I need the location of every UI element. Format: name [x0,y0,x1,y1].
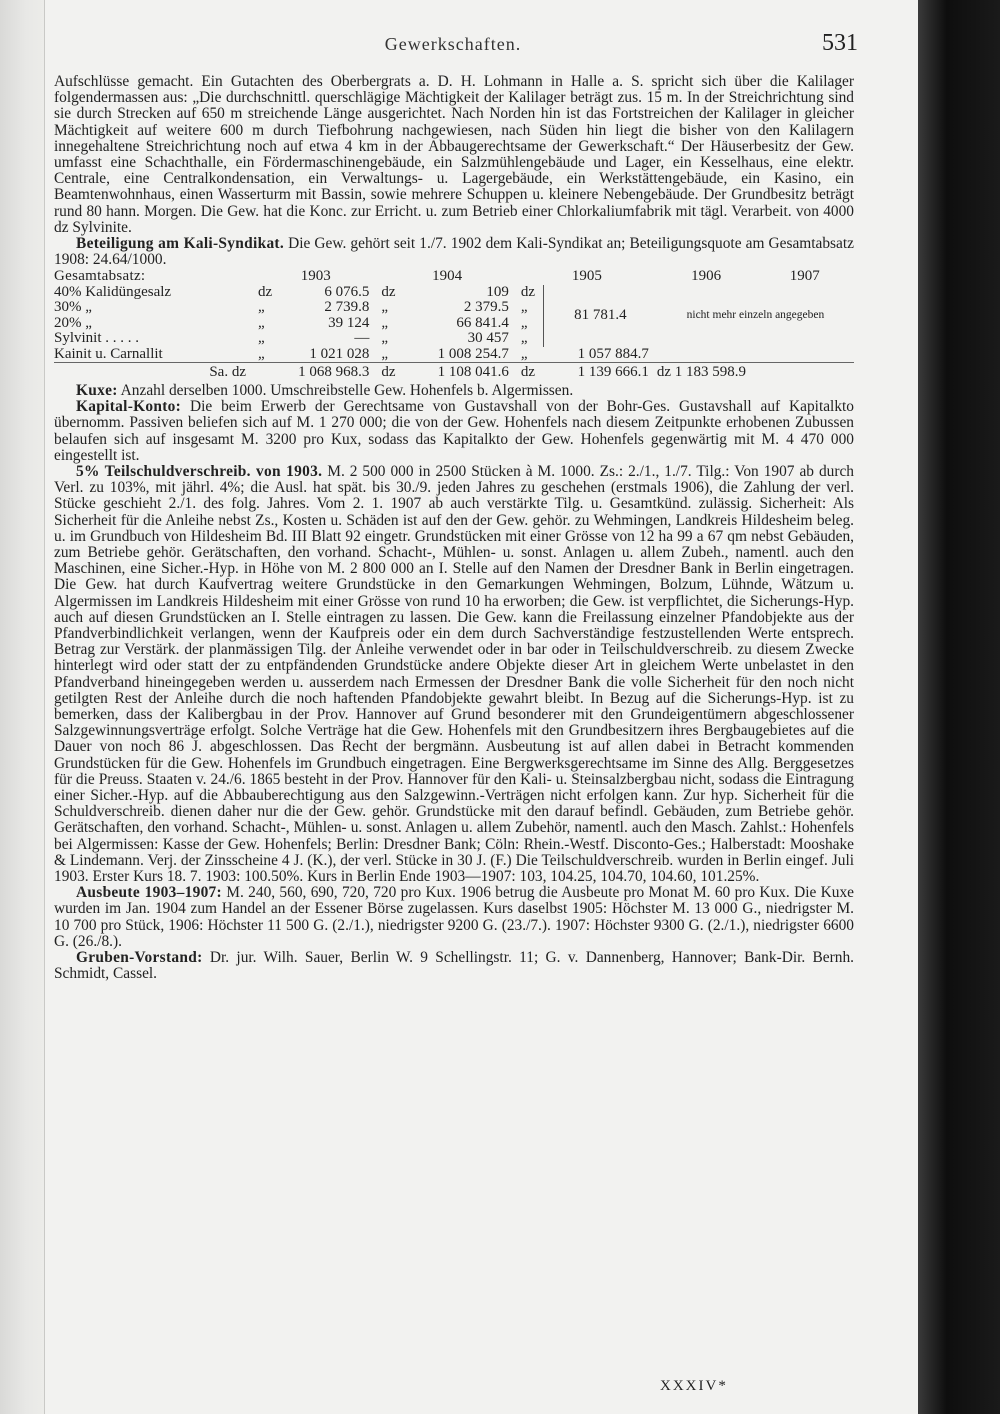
page-body [54,74,854,982]
paragraph-ausbeute [54,885,854,950]
value-cell: — [354,330,370,347]
table-row [54,347,854,363]
product-cell: 40% Kalidüngesalz [54,283,172,300]
value-cell: 2 379.5 [463,299,509,316]
running-title: Gewerkschaften. [384,34,522,54]
unit-cell: dz [381,283,396,300]
section-heading: Ausbeute 1903–1907: [76,884,222,902]
year-header: 1907 [789,268,820,285]
year-header: 1903 [300,268,331,285]
total-cell: 1 068 968.3 [254,363,377,381]
paragraph-text: Die beim Erwerb der Gerechtsame von Gustavshall von der Bohr-Ges. Gustavshall auf Kapitalkto übernomm. Passiven beliefen sich auf M. 1 270 000; die von der Gew. Hohenfels nach diesem Zeitpunkte erhobenen Zubussen belaufen sich auf insgesamt M. 3200 pro Kux, sodass das Kapitalkto der Gew. Hohenfels gegenwärtig mit M. 4 470 000 eingestellt ist. [54,398,854,464]
unit-cell: dz [258,283,273,300]
unit-cell: dz [656,364,672,381]
totals-row [54,363,854,381]
total-cell [657,363,854,381]
year-header: 1906 [691,268,722,285]
ditto-cell: „ [258,314,265,331]
paragraph-text: M. 240, 560, 690, 720, 720 pro Kux. 1906 betrug die Ausbeute pro Monat M. 60 pro Kux. Die Kuxe wurden im Jan. 1904 zum Handel an der Essener Börse zugelassen. Kurs daselbst 1905: Höchster M. 13 000 G., niedrigster M. 10 700 pro Stück, 1906: Höchster 11 500 G. (2./1.), niedrigster 9200 G. (23./7.). 1907: Höchster 9300 G. (2./1.), niedrigster 6600 G. (26./8.). [54,884,854,950]
ditto-cell: „ [520,314,528,331]
paragraph-text: Die Gew. gehört seit 1./7. 1902 dem Kali-Syndikat an; Beteiligungsquote am Gesamtabsatz 1908: 24.64/1000. [54,235,854,269]
section-heading: Kapital-Konto: [76,398,182,416]
merged-note-1906-1907: nicht mehr einzeln angegeben [686,309,825,322]
unit-cell: dz [377,363,403,381]
sales-table-title: Gesamtabsatz: [54,268,146,285]
product-cell: Sylvinit . . . . . [54,330,140,347]
totals-label: Sa. dz [54,363,254,381]
value-cell: 39 124 [328,314,370,331]
signature-mark: XXXIV* [660,1378,728,1394]
value-cell: 2 739.8 [324,299,370,316]
ditto-cell: „ [258,299,265,316]
value-cell: 66 841.4 [456,314,509,331]
total-cell: 1 108 041.6 [403,363,517,381]
ditto-cell: „ [381,330,389,347]
value-cell: 1 057 884.7 [577,345,649,362]
ditto-cell: „ [520,299,528,316]
paragraph-gruben-vorstand [54,950,854,982]
section-heading: Kuxe: [76,381,118,399]
paragraph-text: M. 2 500 000 in 2500 Stücken à M. 1000. Zs.: 2./1., 1./7. Tilg.: Von 1907 ab durch Verl. zu 103%, mit jährl. 4%; die Ausl. hat spät. bis 30./9. jeden Jahres zu geschehen (erstmals 1906), die Zahlung der verl. Stücke geschieht 2./1. des folg. Jahres. Vom 2. 1. 1907 ab auch verstärkte Tilg. u. Gesamtkünd. zulässig. Sicherheit: Als Sicherheit für die Anleihe nebst Zs., Kosten u. Schäden ist auf den der Gew. gehör. zu Wehmingen, Landkreis Hildesheim beleg. u. im Grundbuch von Hildesheim Bd. III Blatt 92 eingetr. Grundstücken mit einer Grösse von 12 ha 99 a 67 qm nebst Gebäuden, zum Betriebe gehör. Gerätschaften, den vorhand. Schacht-, Mühlen- u. sonst. Anlagen u. allem Zubeh., namentl. auch den Maschinen, eine Sicher.-Hyp. in Höhe von M. 2 800 000 an I. Stelle auf den Namen der Dresdner Bank in Berlin eingetragen. Die Gew. hat durch Kaufvertrag weitere Grundstücke in den Gemarkungen Wehmingen, Bolzum, Lühnde, Wätzum u. Algermissen im Landkreis Hildesheim mit einer Grösse von rund 10 ha erworben; die Gew. ist verpflichtet, die Sicherungs-Hyp. auch auf diesen Grundstücken an I. Stelle eintragen zu lassen. Die Gew. kann die Freilassung einzelner Pfandobjekte aus der Pfandverbindlichkeit verlangen, wenn der Kaufpreis oder ein dem durch Sachverständige festzustellenden Werte entsprech. Betrag zur Verstärk. der planmässigen Tilg. der Anleihe verwendet oder in bar oder in Teilschuldverschreib. zu diesem Zwecke hinterlegt wird oder statt der zu entpfändenden Grundstücke andere Objekte dieser Art in gleichem Werte unbelastet in den Pfandverband hineingegeben werden u. ausserdem nach Ermessen der Dresdner Bank die volle Sicherheit für den noch nicht getilgten Rest der Anleihe durch die noch haftenden Pfandobjekte gewahrt bleibt. In Bezug auf die Sicherungs-Hyp. ist zu bemerken, dass der Kalibergbau in der Prov. Hannover auf Grund besonderer mit den Grundeigentümern abgeschlossener Salzgewinnungsverträge erfolgt. Solche Verträge hat die Gew. Hohenfels mit den Grundbesitzern ihres Bergbaugebietes auf die Dauer von noch 86 J. abgeschlossen. Das Recht der bergmänn. Ausbeutung ist auf allen dabei in Betracht kommenden Grundstücken für die Gew. Hohenfels im Grundbuch eingetragen. Eine Bergwerksgerechtsame im Sinne des Allg. Berggesetzes für die Preuss. Staaten v. 24./6. 1865 besteht in der Prov. Hannover für den Kali- u. Steinsalzbergbau nicht, sodass die Eintragung einer Sicher.-Hyp. auf die Abbauberechtigung aus den Salzgewinn.-Verträgen nicht erfolgen kann. Zur hyp. Sicherheit für die Schuldverschreib. dienen daher nur die der Gew. gehör. Grundstücke mit den darauf befindl. Gebäuden, zum Betriebe gehör. Gerätschaften, den vorhand. Schacht-, Mühlen- u. sonst. Anlagen u. allem Zubehör, namentl. auch den Masch. Zahlst.: Hohenfels bei Algermissen: Kasse der Gew. Hohenfels; Berlin: Dresdner Bank; Cöln: Rhein.-Westf. Disconto-Ges.; Halberstadt: Mooshake & Lindemann. Verj. der Zinsscheine 4 J. (K.), der verl. Stücke in 30 J. (F.) Die Teilschuldverschreib. wurden in Berlin eingef. Juli 1903. Erster Kurs 18. 7. 1903: 100.50%. Kurs in Berlin Ende 1903—1907: 103, 104.25, 104.70, 104.60, 101.25%. [54,462,854,886]
ditto-cell: „ [258,345,265,362]
year-header: 1905 [571,268,602,285]
value-cell: 6 076.5 [324,283,370,300]
total-value: 1 183 598.9 [674,364,747,381]
merged-value-1905: 81 781.4 [543,285,657,347]
ditto-cell: „ [520,345,528,362]
section-heading: 5% Teilschuldverschreib. von 1903. [76,462,323,480]
ditto-cell: „ [520,330,528,347]
ditto-cell: „ [381,299,389,316]
ditto-cell: „ [258,330,265,347]
paragraph-kapital-konto [54,399,854,464]
section-heading: Gruben-Vorstand: [76,949,203,967]
paragraph-kuxe [54,383,854,399]
ditto-cell: „ [381,345,389,362]
sales-table [54,269,854,381]
page-number: 531 [822,30,858,56]
total-cell: 1 139 666.1 [543,363,657,381]
ditto-cell: „ [381,314,389,331]
product-cell: 20% „ [54,314,92,331]
paragraph-deposit-report: Aufschlüsse gemacht. Ein Gutachten des Oberbergrats a. D. H. Lohmann in Halle a. S. spricht sich über die Kalilager folgendermassen aus: „Die durchschnittl. querschlägige Mächtigkeit der Kalilager beträgt zus. 15 m. In der Streichrichtung sind sie durch Strecken auf 650 m streichende Länge ausgerichtet. Nach Norden hin ist das Fortstreichen der Kalilager in gleicher Mächtigkeit auf weitere 600 m durch Tiefbohrung nachgewiesen, nach Süden hin liegt die bisher von den Kalilagern innegehaltene Streichrichtung noch auf etwa 4 km in der Abbaugerechtsame der Gewerkschaft.“ Der Häuserbesitz der Gew. umfasst eine Schachthalle, ein Fördermaschinengebäude, ein Salzmühlengebäude und Lager, ein Kesselhaus, eine elektr. Centrale, eine Centralkondensation, ein Verwaltungs- u. Lagergebäude, ein Werkstättengebäude, ein Kasino, ein Beamtenwohnhaus, einen Wasserturm mit Bassin, sowie mehrere Schuppen u. kleinere Nebengebäude. Der Grundbesitz beträgt rund 80 hann. Morgen. Die Gew. hat die Konc. zur Erricht. u. zum Betrieb einer Chlorkaliumfabrik mit tägl. Verarbeit. von 4000 dz Sylvinite. [54,73,854,236]
adjacent-page-strip [0,0,45,1414]
page-edge-shadow [918,0,1000,1414]
table-row [54,285,854,301]
section-heading: Beteiligung am Kali-Syndikat. [76,235,285,253]
sales-table-header [54,269,854,285]
unit-cell: dz [517,363,544,381]
product-cell: 30% „ [54,299,92,316]
value-cell: 1 021 028 [309,345,370,362]
page-header [48,30,858,60]
unit-cell: dz [520,283,536,300]
value-cell: 109 [486,283,509,300]
year-header: 1904 [432,268,463,285]
paragraph-kali-syndikat [54,236,854,268]
paragraph-text: Anzahl derselben 1000. Umschreibstelle Gew. Hohenfels b. Algermissen. [117,381,574,399]
product-cell: Kainit u. Carnallit [54,345,163,362]
value-cell: 1 008 254.7 [437,345,509,362]
value-cell: 30 457 [467,330,509,347]
paragraph-teilschuldverschreibung [54,464,854,885]
paragraph-text: Dr. jur. Wilh. Sauer, Berlin W. 9 Schellingstr. 11; G. v. Dannenberg, Hannover; Bank-Dir. Bernh. Schmidt, Cassel. [54,949,854,983]
